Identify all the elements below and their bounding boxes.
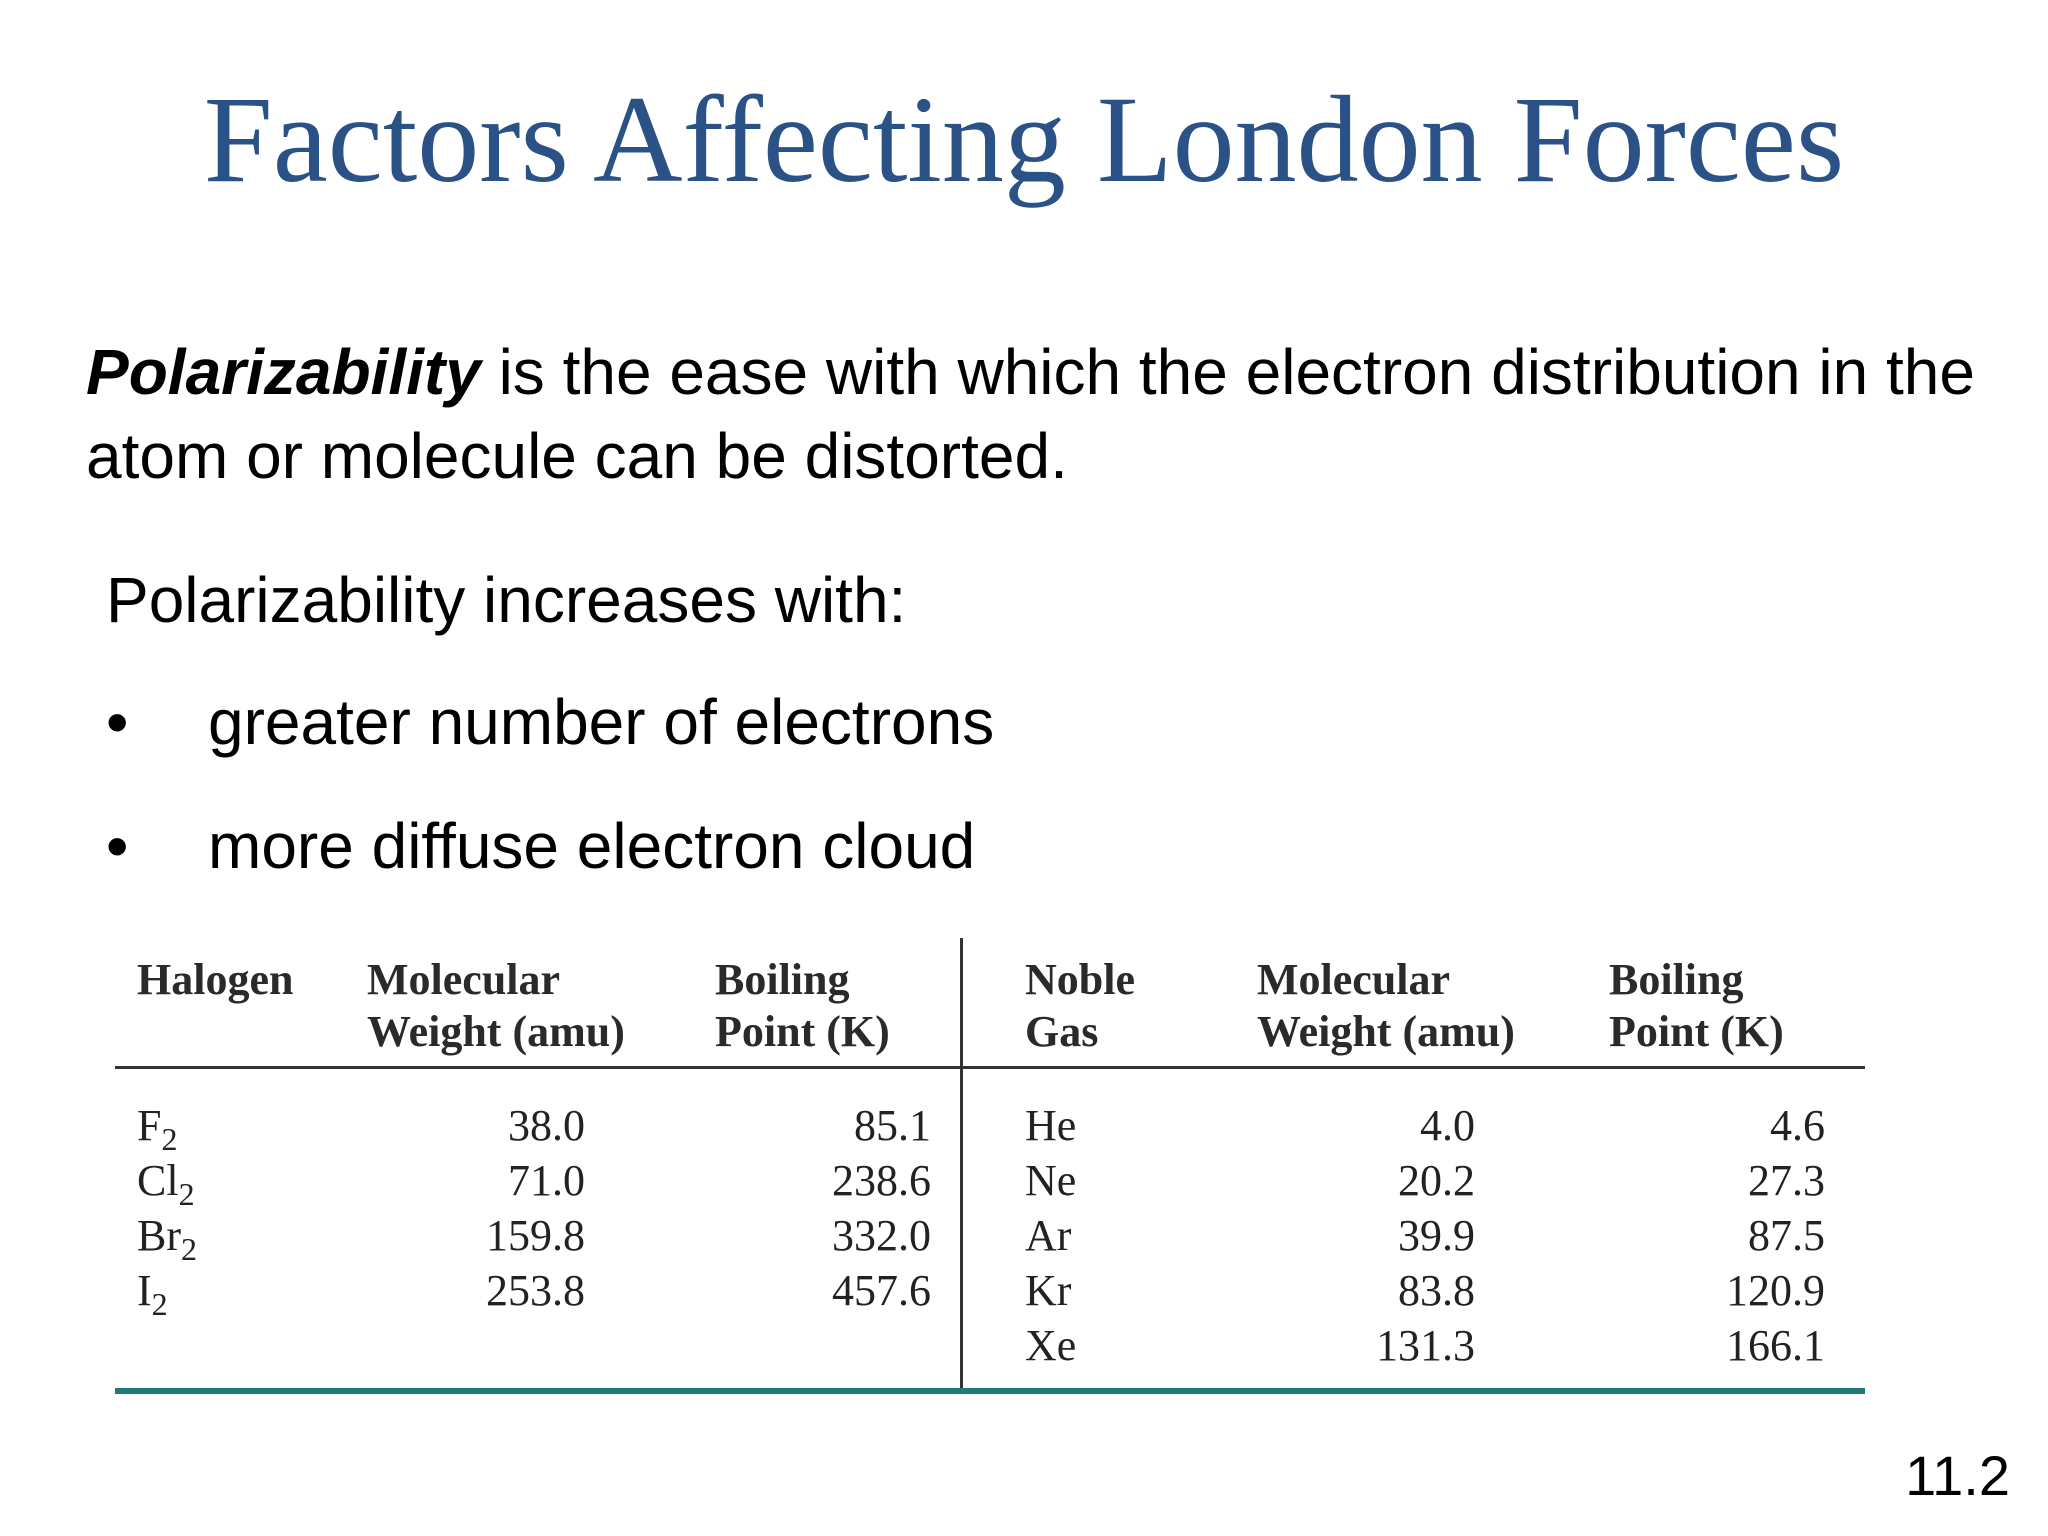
slide-title: Factors Affecting London Forces (203, 71, 1845, 208)
header-noble-molecular-weight (1257, 954, 1515, 1058)
halogen-symbol-column (137, 1098, 197, 1322)
header-halogen-molecular-weight (367, 954, 625, 1058)
table-cell: 457.6 (832, 1266, 931, 1315)
column-divider (960, 938, 963, 1390)
table-cell: 87.5 (1748, 1211, 1825, 1260)
table-cell: He (1025, 1101, 1077, 1150)
header-line: Point (K) (715, 1007, 890, 1056)
table-cell: Xe (1025, 1321, 1077, 1370)
table-cell: 83.8 (1398, 1266, 1475, 1315)
table-cell: 38.0 (508, 1101, 585, 1150)
header-halogen (137, 954, 293, 1006)
header-line: Boiling (1609, 955, 1744, 1004)
header-line: Weight (amu) (1257, 1007, 1515, 1056)
halogen-mw-column (365, 1098, 585, 1318)
header-noble-gas (1025, 954, 1135, 1058)
header-line: Gas (1025, 1007, 1099, 1056)
slide-number: 11.2 (1905, 1444, 2010, 1507)
halogen-formula (137, 1098, 197, 1157)
table-cell: Kr (1025, 1266, 1072, 1315)
table-cell: Ne (1025, 1156, 1077, 1205)
table-cell: 166.1 (1726, 1321, 1825, 1370)
definition-term: Polarizability (86, 336, 481, 408)
table-cell: 131.3 (1376, 1321, 1475, 1370)
header-line: Noble (1025, 955, 1135, 1004)
table-cell: 120.9 (1726, 1266, 1825, 1315)
bullet-text: more diffuse electron cloud (208, 810, 976, 882)
table-cell: 39.9 (1398, 1211, 1475, 1260)
table-cell: 27.3 (1748, 1156, 1825, 1205)
noble-bp-column (1607, 1098, 1825, 1373)
increases-heading: Polarizability increases with: (106, 564, 907, 636)
halogen-formula (137, 1153, 197, 1212)
table-cell: 332.0 (832, 1211, 931, 1260)
bullet-item (106, 808, 975, 884)
table-cell: 159.8 (486, 1211, 585, 1260)
formula-subscript: 2 (178, 1176, 195, 1212)
table-cell: 85.1 (854, 1101, 931, 1150)
bullet-dot: • (106, 810, 129, 882)
halogen-bp-column (713, 1098, 931, 1318)
table-cell: 71.0 (508, 1156, 585, 1205)
header-halogen-boiling-point (715, 954, 890, 1058)
table-cell: 253.8 (486, 1266, 585, 1315)
header-halogen-label: Halogen (137, 955, 294, 1004)
formula-subscript: 2 (161, 1121, 178, 1157)
header-line: Point (K) (1609, 1007, 1784, 1056)
definition-paragraph (86, 330, 2026, 498)
formula-symbol: Br (137, 1211, 181, 1260)
halogen-formula (137, 1263, 197, 1322)
bullet-item (106, 684, 994, 760)
header-line: Boiling (715, 955, 850, 1004)
table-cell: 20.2 (1398, 1156, 1475, 1205)
definition-text: is the ease with which the electron distribution in the atom or molecule can be distorted. (86, 336, 1975, 492)
noble-mw-column (1255, 1098, 1475, 1373)
noble-symbol-column (1025, 1098, 1076, 1373)
halogen-formula (137, 1208, 197, 1267)
bullet-text: greater number of electrons (208, 686, 995, 758)
table-bottom-rule (115, 1388, 1865, 1394)
formula-subscript: 2 (181, 1231, 197, 1267)
header-line: Weight (amu) (367, 1007, 625, 1056)
header-line: Molecular (367, 955, 561, 1004)
table-cell: 4.0 (1420, 1101, 1475, 1150)
header-line: Molecular (1257, 955, 1451, 1004)
formula-symbol: Cl (137, 1156, 179, 1205)
header-divider (115, 1066, 1865, 1069)
table-cell: Ar (1025, 1211, 1072, 1260)
formula-subscript: 2 (151, 1286, 168, 1322)
table-cell: 4.6 (1770, 1101, 1825, 1150)
formula-symbol: I (137, 1266, 152, 1315)
comparison-table (115, 938, 1865, 1398)
bullet-dot: • (106, 686, 129, 758)
table-cell: 238.6 (832, 1156, 931, 1205)
header-noble-boiling-point (1609, 954, 1784, 1058)
formula-symbol: F (137, 1101, 162, 1150)
